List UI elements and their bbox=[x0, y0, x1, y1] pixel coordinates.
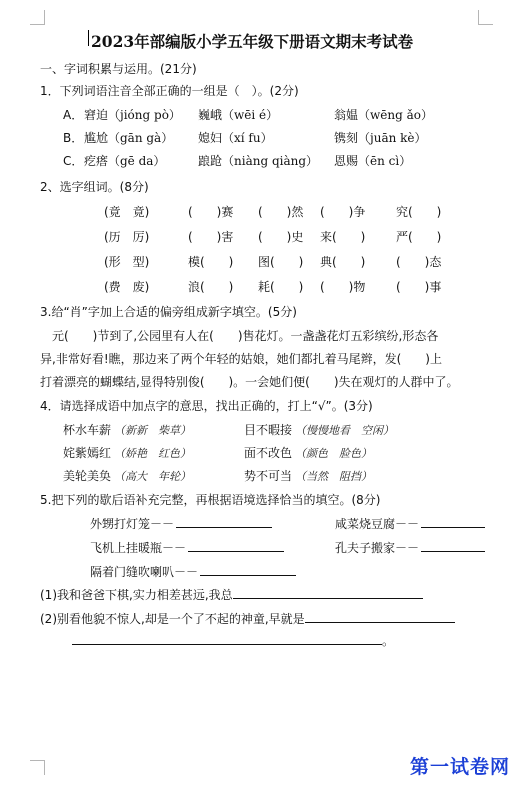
option-a-label: A． bbox=[63, 108, 84, 122]
section-heading: 一、字词积累与运用。(21分) bbox=[40, 62, 197, 76]
context-text: (2)别看他貌不惊人,却是一个了不起的神童,早就是 bbox=[40, 612, 305, 626]
question-3-stem: 3.给“肖”字加上合适的偏旁组成新字填空。(5分) bbox=[40, 305, 297, 319]
idiom-options: （慢慢地看 空闲） bbox=[295, 424, 394, 437]
idiom: 势不可当 bbox=[244, 469, 293, 483]
word-blank: ( )物 bbox=[320, 280, 366, 294]
char-pair: (竟 竟) bbox=[104, 205, 150, 219]
saying-text: 外甥打灯笼－－ bbox=[90, 517, 175, 531]
passage-line: 打着漂亮的蝴蝶结,显得特别俊( )。一会她们便( )失在观灯的人群中了。 bbox=[40, 375, 459, 389]
answer-blank[interactable] bbox=[176, 515, 272, 528]
word-blank: ( )争 bbox=[320, 205, 366, 219]
answer-blank[interactable] bbox=[305, 610, 455, 623]
answer-blank[interactable] bbox=[72, 632, 382, 645]
saying-text: 隔着门缝吹喇叭－－ bbox=[90, 565, 199, 579]
context-text: (1)我和爸爸下棋,实力相差甚远,我总 bbox=[40, 588, 233, 602]
idiom-options: （新新 柴草） bbox=[114, 424, 191, 437]
answer-blank[interactable] bbox=[421, 515, 485, 528]
saying bbox=[335, 539, 485, 556]
word-blank: ( )然 bbox=[258, 205, 304, 219]
option-a-word-3: 翁媪（wēng ǎo） bbox=[334, 108, 433, 122]
idiom-options: （颜色 脸色） bbox=[295, 447, 372, 460]
option-a-word-2: 巍峨（wēi é） bbox=[198, 108, 279, 122]
word-blank: ( )害 bbox=[188, 230, 234, 244]
word-blank: ( )史 bbox=[258, 230, 304, 244]
word-blank: 耗( ) bbox=[258, 280, 304, 294]
idiom-options: （娇艳 红色） bbox=[114, 447, 191, 460]
context-sentence bbox=[40, 610, 455, 627]
option-b-label: B． bbox=[63, 131, 84, 145]
option-c-word-2: 踉跄（niàng qiàng） bbox=[198, 154, 319, 168]
word-blank: ( )事 bbox=[396, 280, 442, 294]
word-blank: ( )态 bbox=[396, 255, 442, 269]
word-blank: 模( ) bbox=[188, 255, 234, 269]
answer-blank[interactable] bbox=[421, 539, 485, 552]
saying bbox=[335, 515, 485, 532]
option-b-word-3: 镌刻（juān kè） bbox=[334, 131, 427, 145]
word-blank: 浪( ) bbox=[188, 280, 234, 294]
option-c-word-3: 恩赐（ēn cì） bbox=[334, 154, 412, 168]
option-b-word-2: 媳妇（xí fu） bbox=[198, 131, 273, 145]
word-blank: 图( ) bbox=[258, 255, 304, 269]
saying-text: 孔夫子搬家－－ bbox=[335, 541, 420, 555]
answer-blank[interactable] bbox=[188, 539, 284, 552]
crop-mark-bottom-left bbox=[30, 760, 45, 775]
idiom: 杯水车薪 bbox=[63, 423, 112, 437]
crop-mark-top-left bbox=[30, 10, 45, 25]
saying bbox=[90, 515, 272, 532]
crop-mark-top-right bbox=[478, 10, 493, 25]
context-sentence-continued bbox=[72, 632, 394, 649]
question-1-stem: 1．下列词语注音全部正确的一组是（ ）。(2分) bbox=[40, 84, 299, 98]
word-blank: 典( ) bbox=[320, 255, 366, 269]
char-pair: (形 型) bbox=[104, 255, 150, 269]
text-cursor bbox=[88, 30, 89, 46]
passage-line: 异,非常好看!瞧，那边来了两个年轻的姑娘，她们都扎着马尾辫，发( )上 bbox=[40, 352, 442, 366]
idiom-options: （高大 年轮） bbox=[114, 470, 191, 483]
option-b-word-1: 尴尬（gān gà） bbox=[84, 131, 174, 145]
idiom: 姹紫嫣红 bbox=[63, 446, 112, 460]
word-blank: 究( ) bbox=[396, 205, 442, 219]
word-blank: ( )赛 bbox=[188, 205, 234, 219]
option-c-label: C． bbox=[63, 154, 84, 168]
watermark-logo: 第一试卷网 bbox=[410, 756, 511, 778]
saying bbox=[90, 539, 284, 556]
passage-line: 元( )节到了,公园里有人在( )售花灯。一盏盏花灯五彩缤纷,形态各 bbox=[40, 329, 439, 343]
answer-blank[interactable] bbox=[200, 563, 296, 576]
question-4-stem: 4．请选择成语中加点字的意思，找出正确的，打上“√”。(3分) bbox=[40, 399, 373, 413]
question-5-stem: 5.把下列的歇后语补充完整，再根据语境选择恰当的填空。(8分) bbox=[40, 493, 381, 507]
word-blank: 来( ) bbox=[320, 230, 366, 244]
idiom: 面不改色 bbox=[244, 446, 293, 460]
char-pair: (历 厉) bbox=[104, 230, 150, 244]
idiom: 目不暇接 bbox=[244, 423, 293, 437]
saying-text: 咸菜烧豆腐－－ bbox=[335, 517, 420, 531]
idiom: 美轮美奂 bbox=[63, 469, 112, 483]
saying-text: 飞机上挂暖瓶－－ bbox=[90, 541, 187, 555]
saying bbox=[90, 563, 296, 580]
option-c-word-1: 疙瘩（gē da） bbox=[84, 154, 166, 168]
idiom-options: （当然 阻挡） bbox=[295, 470, 372, 483]
page-title: 2023年部编版小学五年级下册语文期末考试卷 bbox=[91, 32, 414, 51]
sentence-end: 。 bbox=[382, 634, 395, 648]
answer-blank[interactable] bbox=[233, 586, 423, 599]
option-a-word-1: 窘迫（jióng pò） bbox=[84, 108, 181, 122]
question-2-stem: 2、选字组词。(8分) bbox=[40, 180, 149, 194]
context-sentence bbox=[40, 586, 423, 603]
char-pair: (费 废) bbox=[104, 280, 150, 294]
word-blank: 严( ) bbox=[396, 230, 442, 244]
